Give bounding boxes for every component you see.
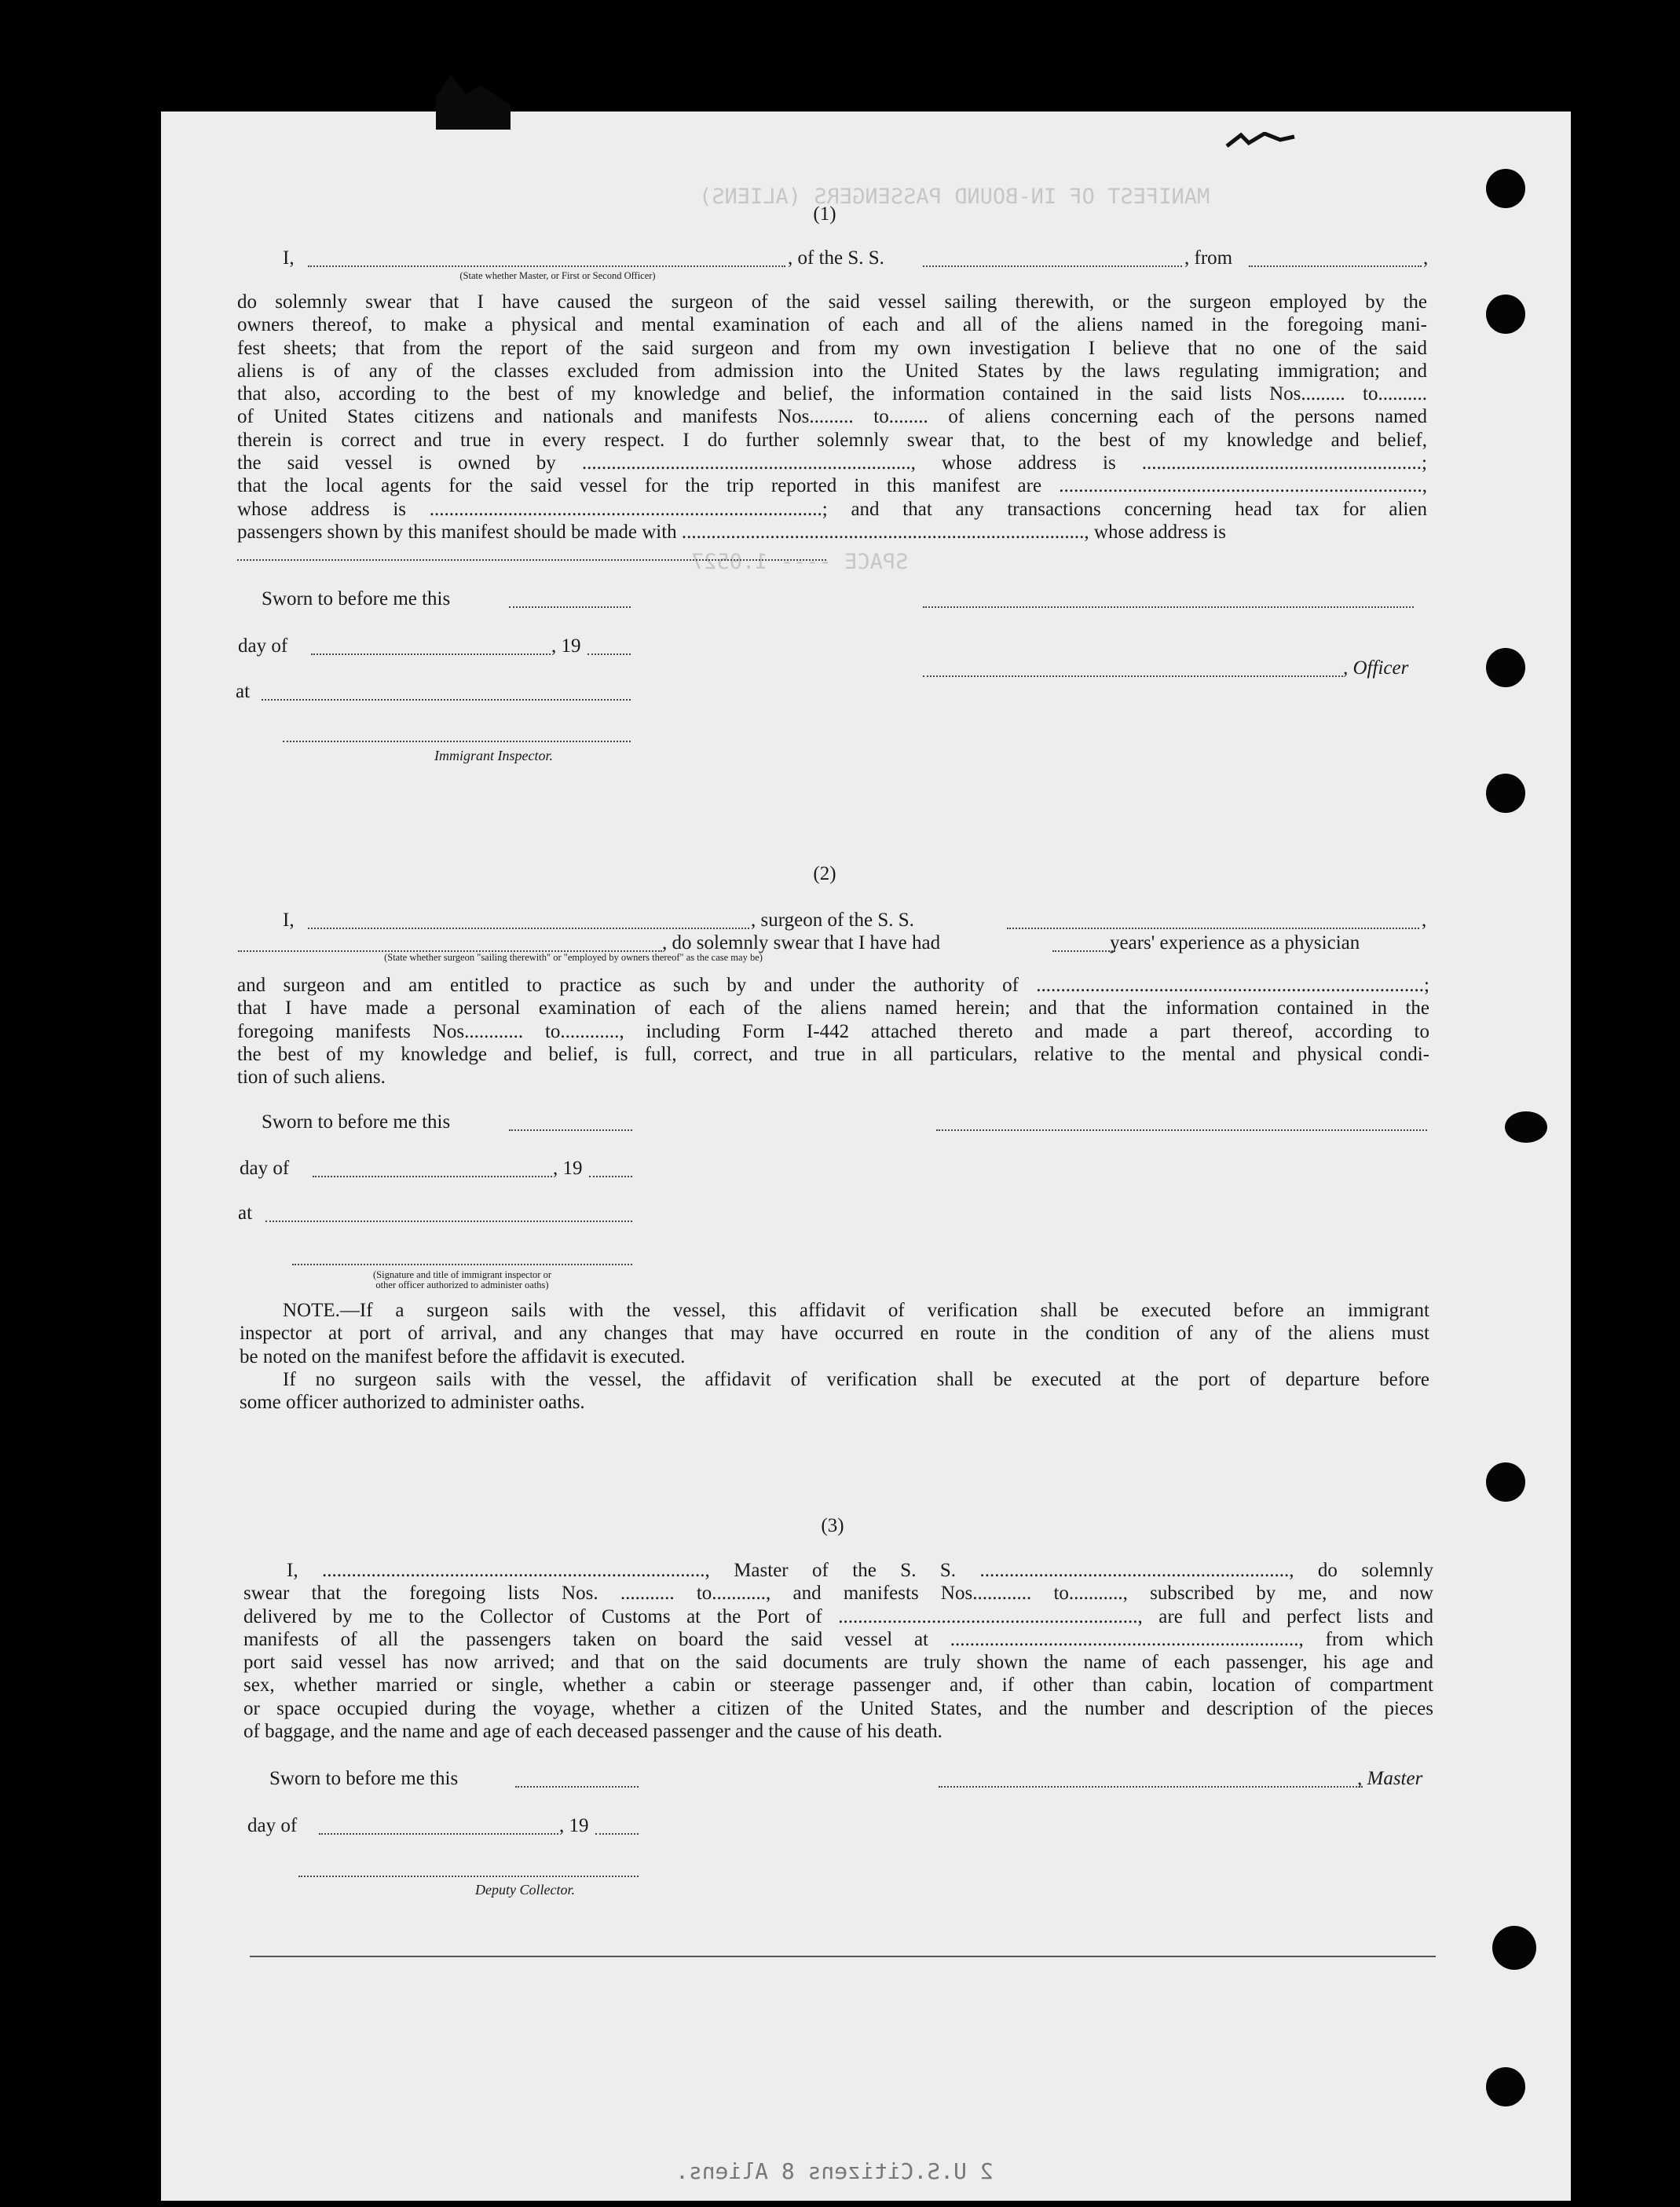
binder-hole (1486, 295, 1525, 334)
s3-day-field[interactable] (319, 1833, 558, 1835)
oath-line: delivered by me to the Collector of Customs at the Port of ............................................................., are full and perfect lists and (243, 1605, 1433, 1627)
section-1-oath-text (237, 291, 1427, 544)
s1-blank-line[interactable] (923, 606, 1414, 608)
officer-signature-field[interactable] (923, 675, 1343, 677)
master-signature-field[interactable] (939, 1786, 1363, 1788)
s2-i-label: I, (283, 910, 295, 931)
s3-sworn-date-field[interactable] (515, 1786, 639, 1788)
oath-line: passengers shown by this manifest should be made with .................................................................................., whose address is (237, 521, 1226, 543)
oath-line: I, .............................................................................., Master of the S. S. ..............................................................., do solemnly (287, 1560, 1433, 1581)
s1-sworn-label: Sworn to before me this (262, 588, 451, 609)
note-line: NOTE.—If a surgeon sails with the vessel, this affidavit of verification shall be executed before an immigrant (283, 1300, 1429, 1321)
s1-at-label: at (236, 681, 251, 702)
collector-signature-field[interactable] (298, 1876, 639, 1877)
s1-of-ss-label: , of the S. S. (788, 247, 884, 269)
surgeon-signature-field[interactable] (936, 1129, 1427, 1131)
section-2-oath-text (237, 974, 1429, 1089)
s1-from-label: , from (1184, 247, 1233, 269)
s1-day-field[interactable] (311, 653, 551, 655)
section-3-oath-text (243, 1559, 1433, 1743)
s1-sworn-date-field[interactable] (509, 606, 631, 608)
bleed-through-text: 2 U.S.Citizens 8 Aliens. (675, 2158, 994, 2184)
s3-year-field[interactable] (595, 1833, 639, 1835)
oath-line: aliens is of any of the classes excluded from admission into the United States by the laws regulating immigration; and (237, 360, 1427, 382)
oath-line: or space occupied during the voyage, whether a citizen of the United States, and the number and description of the pieces (243, 1697, 1433, 1719)
s2-year-field[interactable] (589, 1176, 632, 1177)
s2-at-field[interactable] (265, 1221, 632, 1222)
oath-line: do solemnly swear that I have caused the surgeon of the said vessel sailing therewith, or the surgeon employed by the (237, 291, 1427, 313)
s3-sworn-label: Sworn to before me this (269, 1768, 459, 1789)
oath-line: foregoing manifests Nos............ to............, including Form I-442 attached thereto and made a part thereof, according to (237, 1020, 1429, 1042)
binder-hole (1486, 169, 1525, 208)
s1-rank-caption: (State whether Master, or First or Second Officer) (459, 270, 656, 281)
s2-ship-name-field[interactable] (1007, 928, 1419, 929)
oath-line: of United States citizens and nationals and manifests Nos......... to........ of aliens concerning each of the persons named (237, 406, 1427, 428)
oath-line: owners thereof, to make a physical and mental examination of each and all of the aliens named in the foregoing mani- (237, 314, 1427, 336)
s1-day-of-label: day of (238, 635, 288, 657)
binder-hole (1492, 1926, 1536, 1970)
head-tax-address-field[interactable] (237, 559, 826, 561)
s2-signature-caption: other officer authorized to administer oaths) (375, 1279, 549, 1290)
oath-line: the said vessel is owned by ..................................................................., whose address is .........................................................; (237, 452, 1427, 474)
s1-line-end: , (1423, 247, 1429, 269)
s2-sworn-date-field[interactable] (509, 1129, 632, 1131)
s2-line-end: , (1422, 910, 1427, 931)
s3-day-of-label: day of (247, 1815, 298, 1836)
oath-line: that the local agents for the said vessel for the trip reported in this manifest are .........................................................................., (237, 475, 1427, 497)
oath-line: sex, whether married or single, whether a cabin or steerage passenger and, if other than cabin, location of compartment (243, 1674, 1433, 1696)
officer-title: , Officer (1343, 657, 1409, 679)
s2-day-of-label: day of (240, 1158, 290, 1179)
inspector-title: Immigrant Inspector. (434, 748, 553, 763)
note-line: If no surgeon sails with the vessel, the affidavit of verification shall be executed at the port of departure before (283, 1368, 1429, 1390)
oath-line: that also, according to the best of my knowledge and belief, the information contained in the said lists Nos......... to.......... (237, 383, 1427, 405)
s1-year-label: , 19 (551, 635, 581, 657)
s2-signature-caption: (Signature and title of immigrant inspector or (372, 1269, 552, 1280)
binder-hole (1505, 1111, 1547, 1143)
s2-at-label: at (238, 1202, 253, 1224)
binder-hole (1486, 648, 1525, 687)
note-line: some officer authorized to administer oaths. (240, 1392, 585, 1414)
binder-hole (1486, 1462, 1525, 1502)
oath-line: port said vessel has now arrived; and that on the said documents are truly shown the name of each passenger, his age and (243, 1652, 1433, 1674)
s2-status-caption: (State whether surgeon "sailing therewith" or "employed by owners thereof" as the case may be) (384, 952, 763, 963)
ink-mark (1225, 132, 1296, 149)
bleed-through-text: MANIFEST OF IN-BOUND PASSENGERS (ALIENS) (699, 185, 1210, 209)
oath-line: whose address is ................................................................................; and that any transactions concerning head tax for alien (237, 498, 1427, 520)
s3-year-label: , 19 (559, 1815, 589, 1836)
note-line: be noted on the manifest before the affidavit is executed. (240, 1345, 686, 1367)
years-experience-field[interactable] (1052, 950, 1115, 952)
s1-year-field[interactable] (587, 653, 631, 655)
s2-sworn-label: Sworn to before me this (262, 1111, 451, 1133)
section-3-number: (3) (821, 1515, 844, 1536)
binder-hole (1486, 774, 1525, 813)
s2-official-signature-field[interactable] (292, 1264, 632, 1265)
oath-line: manifests of all the passengers taken on board the said vessel at ......................................................................., from which (243, 1628, 1433, 1650)
oath-line: tion of such aliens. (237, 1067, 386, 1089)
master-title: , Master (1357, 1768, 1423, 1789)
inspector-signature-field[interactable] (283, 741, 631, 742)
s2-swear-label: , do solemnly swear that I have had (662, 932, 941, 953)
ship-name-field[interactable] (923, 265, 1182, 267)
surgeon-name-field[interactable] (308, 928, 749, 929)
binder-hole (1486, 2067, 1525, 2106)
section-1-number: (1) (813, 203, 836, 225)
oath-line: of baggage, and the name and age of each deceased passenger and the cause of his death. (243, 1721, 942, 1743)
s2-surgeon-of-label: , surgeon of the S. S. (751, 910, 914, 931)
s1-i-label: I, (283, 247, 295, 269)
oath-line: and surgeon and am entitled to practice as such by and under the authority of ...............................................................................; (237, 975, 1429, 996)
s1-at-field[interactable] (262, 699, 631, 701)
oath-line: that I have made a personal examination of each of the aliens named herein; and that the information contained in the (237, 997, 1429, 1019)
oath-line: therein is correct and true in every respect. I do further solemnly swear that, to the best of my knowledge and belief, (237, 429, 1427, 451)
note-line: inspector at port of arrival, and any changes that may have occurred en route in the condition of any of the aliens must (240, 1323, 1429, 1345)
s2-year-label: , 19 (553, 1158, 583, 1179)
oath-line: swear that the foregoing lists Nos. ........... to..........., and manifests Nos............ to..........., subscribed by me, and now (243, 1583, 1433, 1605)
section-2-number: (2) (813, 863, 836, 884)
bottom-rule (250, 1956, 1436, 1957)
torn-paper-fragment (436, 75, 511, 130)
officer-rank-field[interactable] (308, 265, 785, 267)
from-port-field[interactable] (1249, 265, 1422, 267)
s2-years-label: years' experience as a physician (1110, 932, 1360, 953)
note-text (240, 1299, 1429, 1414)
s2-day-field[interactable] (313, 1176, 552, 1177)
bleed-through-text: SPACE ---- 1.0527 (691, 550, 909, 574)
oath-line: fest sheets; that from the report of the said surgeon and from my own investigation I believe that no one of the said (237, 337, 1427, 359)
collector-title: Deputy Collector. (475, 1882, 575, 1898)
oath-line: the best of my knowledge and belief, is full, correct, and true in all particulars, relative to the mental and physical condi- (237, 1043, 1429, 1065)
